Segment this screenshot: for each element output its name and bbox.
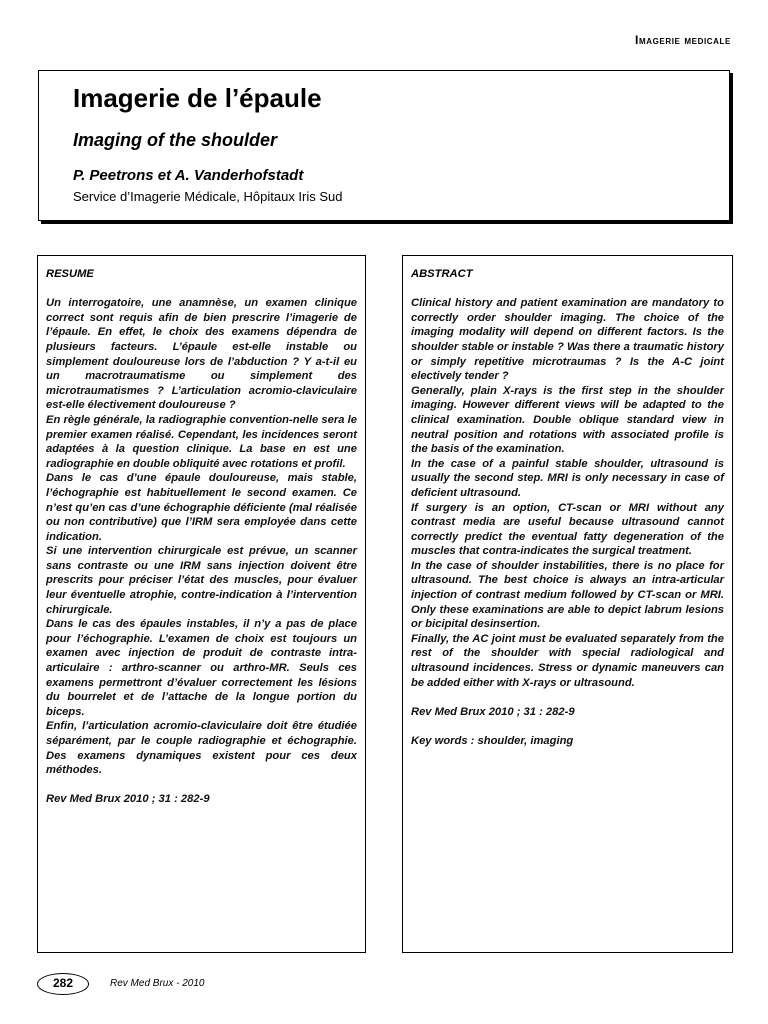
resume-paragraph: Dans le cas des épaules instables, il n’y a pas de place pour l’échographie. L’examen de choix est toujours un examen avec injection de produit de contraste intra-articulaire : arthro-scanner ou arthro-MR. Seuls ces examens permettront d’évaluer correctement les lésions du bourrelet et de l’attache de la longue portion du biceps. xyxy=(46,618,357,718)
page-number: 282 xyxy=(37,973,89,995)
abstract-paragraph: Clinical history and patient examination are mandatory to correctly order shoulder imaging. The choice of the imaging modality will depend on different factors. Is the shoulder stable or instable ? Was there a traumatic history or simply repetitive microtraumas ? Is the A-C joint electively tender ? xyxy=(411,297,724,383)
abstract-citation: Rev Med Brux 2010 ; 31 : 282-9 xyxy=(411,705,575,718)
resume-heading: RESUME xyxy=(46,268,94,280)
resume-paragraph: Enfin, l’articulation acromio-claviculaire doit être étudiée séparément, par le couple radiographie et échographie. Des examens dynamiques existent pour ces deux méthodes. xyxy=(46,720,357,777)
abstract-paragraph: In the case of shoulder instabilities, there is no place for ultrasound. The best choice is always an intra-articular injection of contrast medium followed by CT-scan or MRI. Only these examinations are able to depict labrum lesions or bicipital desinsertion. xyxy=(411,559,724,631)
resume-box xyxy=(37,255,366,953)
abstract-paragraph: In the case of a painful stable shoulder, ultrasound is usually the second step. MRI is only necessary in case of deficient ultrasound. xyxy=(411,457,724,499)
abstract-heading: ABSTRACT xyxy=(411,268,473,280)
resume-paragraph: Dans le cas d’une épaule douloureuse, mais stable, l’échographie est habituellement le second examen. Ce n’est qu’en cas d’une échographie déficiente (mal réalisée ou non contributive) que l’IRM sera employée dans cette indication. xyxy=(46,472,357,543)
resume-paragraph: Si une intervention chirurgicale est prévue, un scanner sans contraste ou une IRM sans injection doivent être prescrits pour préciser l’état des muscles, pour évaluer leur éventuelle atrophie, contre-indication à l’intervention chirurgicale. xyxy=(46,545,357,616)
abstract-paragraph: Generally, plain X-rays is the first step in the shoulder imaging. However different views will be adapted to the clinical examination. Double oblique standard view in neutral position and rotations with associated profile is the basis of the examination. xyxy=(411,384,724,456)
resume-citation: Rev Med Brux 2010 ; 31 : 282-9 xyxy=(46,793,210,806)
abstract-paragraph: Finally, the AC joint must be evaluated separately from the rest of the shoulder with special radiological and ultrasound incidences. Stress or dynamic maneuvers can be added either with X-rays or ultrasound. xyxy=(411,632,724,689)
abstract-box xyxy=(402,255,733,953)
french-title: Imagerie de l’épaule xyxy=(73,83,322,113)
abstract-paragraph: If surgery is an option, CT-scan or MRI without any contrast media are useful because ultrasound cannot correctly predict the eventual fatty degeneration of the muscles that contra-indicates the surgical treatment. xyxy=(411,501,724,558)
running-head: Imagerie medicale xyxy=(635,33,731,47)
resume-paragraph: En règle générale, la radiographie convention-nelle sera le premier examen réalisé. Cependant, les incidences seront adaptées à la question clinique. La base en est une radiographie en double obliquité avec rotations et profil. xyxy=(46,413,357,470)
footer-journal: Rev Med Brux - 2010 xyxy=(110,978,205,989)
affiliation: Service d’Imagerie Médicale, Hôpitaux Iris Sud xyxy=(73,189,343,204)
abstract-keywords: Key words : shoulder, imaging xyxy=(411,735,574,747)
authors: P. Peetrons et A. Vanderhofstadt xyxy=(73,167,304,184)
english-title: Imaging of the shoulder xyxy=(73,130,278,150)
resume-paragraph: Un interrogatoire, une anamnèse, un examen clinique correct sont requis afin de bien prescrire l’imagerie de l’épaule. En effet, le choix des examens dépendra de plusieurs facteurs. L’épaule est-elle instable ou simplement douloureuse lors de l’abduction ? Y a-t-il eu un macrotraumatisme ou simplement des microtraumatismes ? L’articulation acromio-claviculaire est-elle électivement douloureuse ? xyxy=(46,297,357,412)
title-box xyxy=(38,70,730,221)
